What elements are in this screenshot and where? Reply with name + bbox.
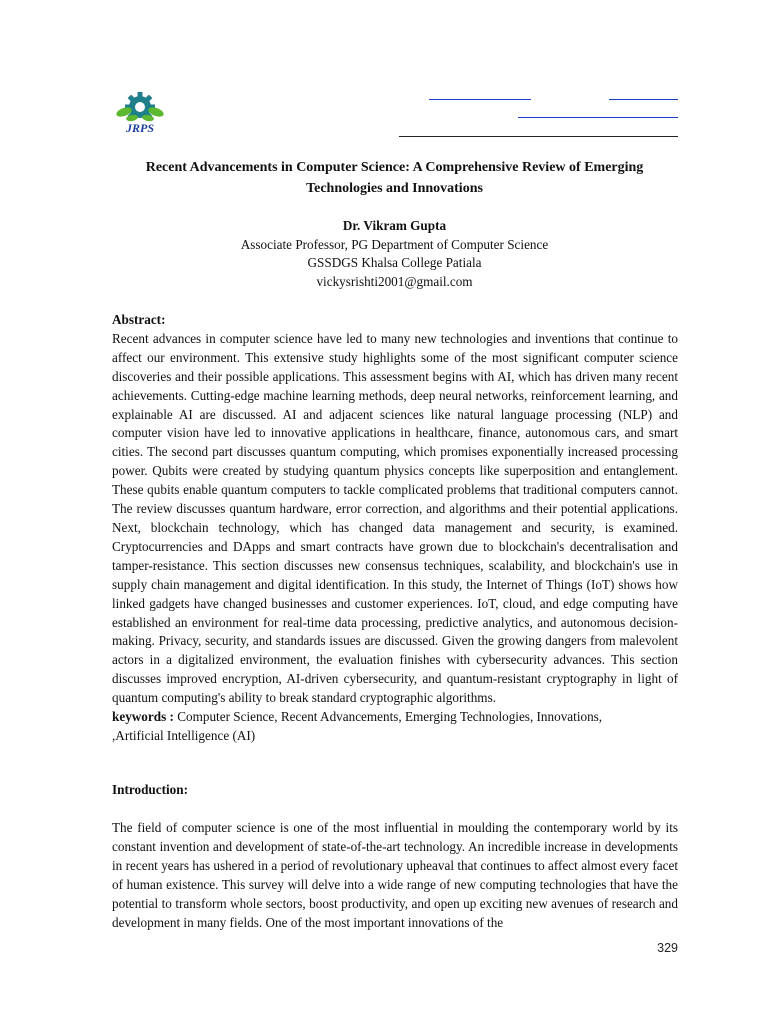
abstract-text: Recent advances in computer science have led to many new technologies and inventions that continue to affect our environment. This extensive study highlights some of the most significant computer science discoveries and their possible applications. This assessment begins with AI, which has driven many recent achievements. Cutting-edge machine learning methods, deep neural networks, reinforcement learning, and explainable AI are discussed. AI and adjacent sciences like natural language processing (NLP) and computer vision have led to innovative applications in healthcare, finance, autonomous cars, and smart cities. The second part discusses quantum computing, which promises exponentially increased processing power. Qubits were created by studying quantum physics concepts like superposition and entanglement. These qubits enable quantum computers to tackle complicated problems that traditional computers cannot. The review discusses quantum hardware, error correction, and algorithms and their potential applications. Next, blockchain technology, which has changed data management and security, is examined. Cryptocurrencies and DApps and smart contracts have grown due to blockchain's decentralisation and tamper-resistance. This section discusses new consensus techniques, scalability, and blockchain's use in supply chain management and digital identification. In this study, the Internet of Things (IoT) shows how linked gadgets have changed businesses and customer experiences. IoT, cloud, and edge computing have established an environment for real-time data processing, predictive analytics, and autonomous decision-making. Privacy, security, and standards issues are discussed. Given the growing dangers from malevolent actors in a digitalized environment, the evaluation finishes with cybersecurity advances. This section discusses improved encryption, AI-driven cybersecurity, and quantum-resistant cryptography in light of quantum computing's ability to break standard cryptographic algorithms. — [112, 330, 678, 706]
abstract-section — [112, 311, 678, 746]
header-link-line-1[interactable] — [429, 99, 531, 100]
keywords-label: keywords : — [112, 709, 174, 725]
author-block — [112, 217, 677, 292]
introduction-heading: Introduction: — [112, 782, 188, 797]
introduction-text: The field of computer science is one of the most influential in moulding the contemporary world by its constant invention and development of state-of-the-art technology. An incredible increase in developments in recent years has ushered in a period of revolutionary upheaval that continues to affect almost every facet of human existence. This survey will delve into a wide range of new computing technologies that have the potential to transform whole sectors, boost productivity, and open up exciting new avenues of research and development in many fields. One of the most important innovations of the — [112, 820, 678, 930]
introduction-section — [112, 819, 678, 932]
page-number: 329 — [657, 941, 678, 955]
journal-logo — [110, 90, 170, 134]
header-rule — [399, 136, 678, 137]
author-position: Associate Professor, PG Department of Computer Science — [240, 236, 549, 252]
abstract-heading: Abstract: — [112, 312, 166, 327]
author-email: vickysrishti2001@gmail.com — [316, 274, 473, 290]
header-link-line-3[interactable] — [518, 117, 678, 118]
svg-text:JRPS: JRPS — [125, 121, 155, 134]
author-institution: GSSDGS Khalsa College Patiala — [307, 255, 482, 271]
header-link-line-2[interactable] — [609, 99, 678, 100]
keywords-line — [112, 708, 678, 727]
introduction-heading-block — [112, 781, 678, 800]
keywords-list: Computer Science, Recent Advancements, Emerging Technologies, Innovations, — [177, 709, 603, 725]
author-name: Dr. Vikram Gupta — [342, 218, 447, 233]
keywords-list-continued: ,Artificial Intelligence (AI) — [112, 727, 256, 743]
paper-title: Recent Advancements in Computer Science: A Comprehensive Review of Emerging Technologies and Innovations — [145, 160, 644, 196]
